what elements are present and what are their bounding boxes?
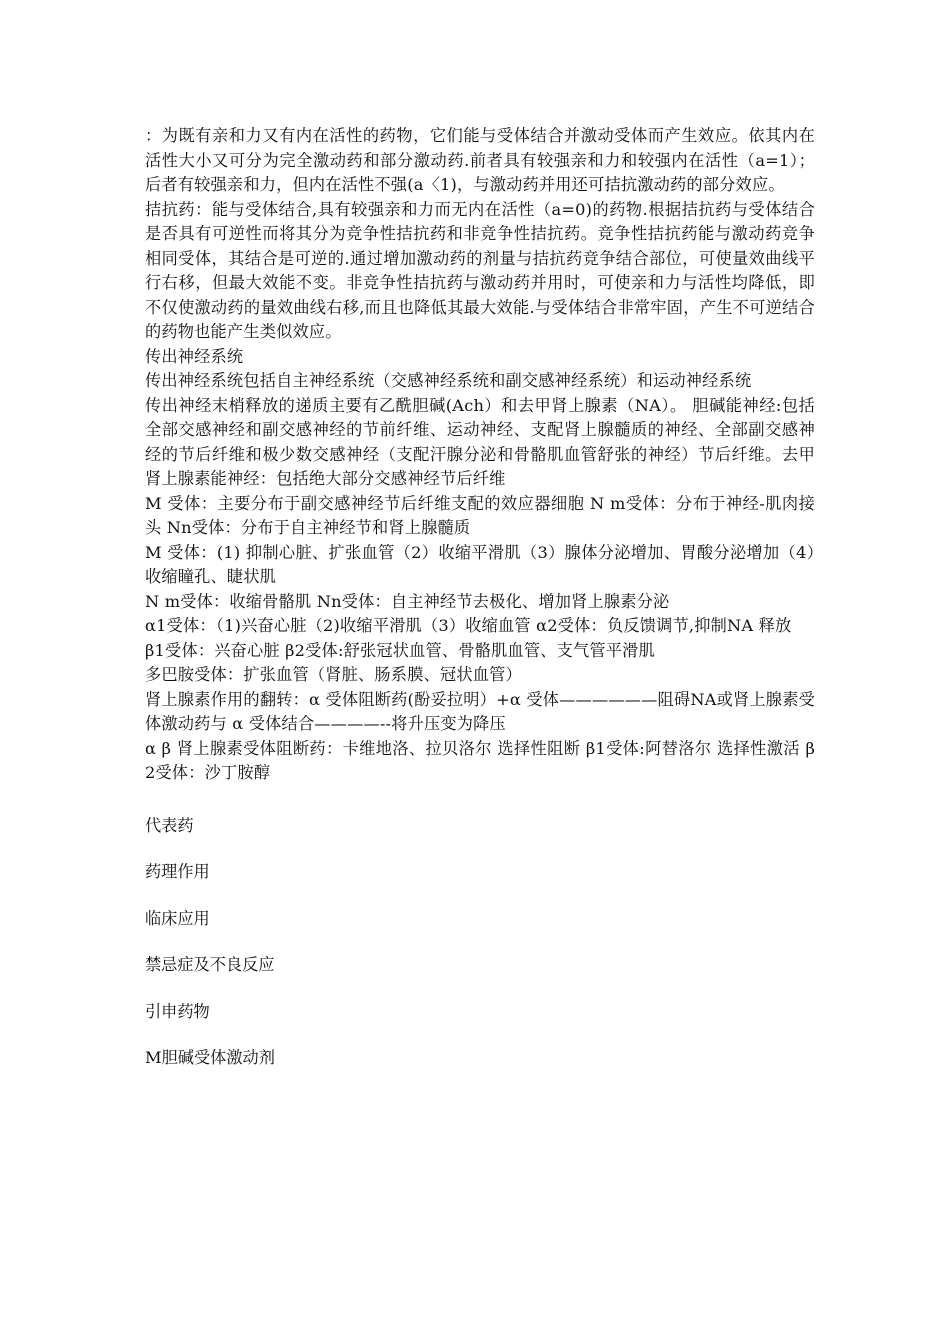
label-pharmacological-action: 药理作用 [145, 862, 210, 881]
label-representative-drug: 代表药 [145, 815, 194, 835]
paragraph-efferent-system: 传出神经系统包括自主神经系统（交感神经系统和副交感神经系统）和运动神经系统 [145, 371, 752, 390]
heading-efferent-nervous-system: 传出神经系统 [145, 346, 244, 366]
paragraph-alpha-receptors: α1受体：（1)兴奋心脏（2)收缩平滑肌（3）收缩血管 α2受体：负反馈调节,抑制NA 释放 [145, 616, 792, 635]
paragraph-dopamine-receptor: 多巴胺受体：扩张血管（肾脏、肠系膜、冠状血管） [145, 665, 522, 684]
label-clinical-application: 临床应用 [145, 908, 210, 928]
paragraph-beta-receptors: β1受体：兴奋心脏 β2受体:舒张冠状血管、骨骼肌血管、支气管平滑肌 [145, 640, 655, 660]
label-related-drugs: 引申药物 [145, 1001, 210, 1021]
document-page [145, 124, 815, 1071]
paragraph-receptor-distribution: M 受体：主要分布于副交感神经节后纤维支配的效应器细胞 N m受体：分布于神经-肌肉接头 Nn受体：分布于自主神经节和肾上腺髓质 [145, 493, 815, 537]
label-contraindications: 禁忌症及不良反应 [145, 955, 275, 974]
paragraph-transmitters: 传出神经末梢释放的递质主要有乙酰胆碱(Ach）和去甲肾上腺素（NA）。 胆碱能神经:包括全部交感神经和副交感神经的节前纤维、运动神经、支配肾上腺髓质的神经、全部副交感神经的节后纤维和极少数交感神经（支配汗腺分泌和骨骼肌血管舒张的神经）节后纤维。去甲肾上腺素能神经：包括绝大部分交感神经节后纤维 [145, 395, 815, 488]
paragraph-antagonist: 拮抗药：能与受体结合,具有较强亲和力而无内在活性（a=0)的药物.根据拮抗药与受体结合是否具有可逆性而将其分为竞争性拮抗药和非竞争性拮抗药。竞争性拮抗药能与激动药竞争相同受体，其结合是可逆的.通过增加激动药的剂量与拮抗药竞争结合部位，可使量效曲线平行右移，但最大效能不变。非竞争性拮抗药与激动药并用时，可使亲和力与活性均降低，即不仅使激动药的量效曲线右移,而且也降低其最大效能.与受体结合非常牢固，产生不可逆结合的药物也能产生类似效应。 [145, 199, 815, 341]
paragraph-n-receptor-effects: N m受体：收缩骨骼肌 Nn受体：自主神经节去极化、增加肾上腺素分泌 [145, 591, 670, 611]
paragraph-blockers: α β 肾上腺素受体阻断药：卡维地洛、拉贝洛尔 选择性阻断 β1受体:阿替洛尔 选择性激活 β2受体：沙丁胺醇 [145, 738, 815, 782]
paragraph-m-receptor-effects: M 受体：(1) 抑制心脏、扩张血管（2）收缩平滑肌（3）腺体分泌增加、胃酸分泌增加（4）收缩瞳孔、睫状肌 [145, 542, 815, 586]
paragraph-agonist: ：为既有亲和力又有内在活性的药物，它们能与受体结合并激动受体而产生效应。依其内在活性大小又可分为完全激动药和部分激动药.前者具有较强亲和力和较强内在活性（a=1）；后者有较强亲和力，但内在活性不强(a〈1)，与激动药并用还可拮抗激动药的部分效应。 [145, 126, 815, 194]
label-m-cholinergic-agonist: M胆碱受体激动剂 [145, 1048, 275, 1067]
paragraph-epinephrine-reversal: 肾上腺素作用的翻转：α 受体阻断药(酚妥拉明）+α 受体——————阻碍NA或肾上腺素受体激动药与 α 受体结合————--将升压变为降压 [145, 689, 815, 733]
